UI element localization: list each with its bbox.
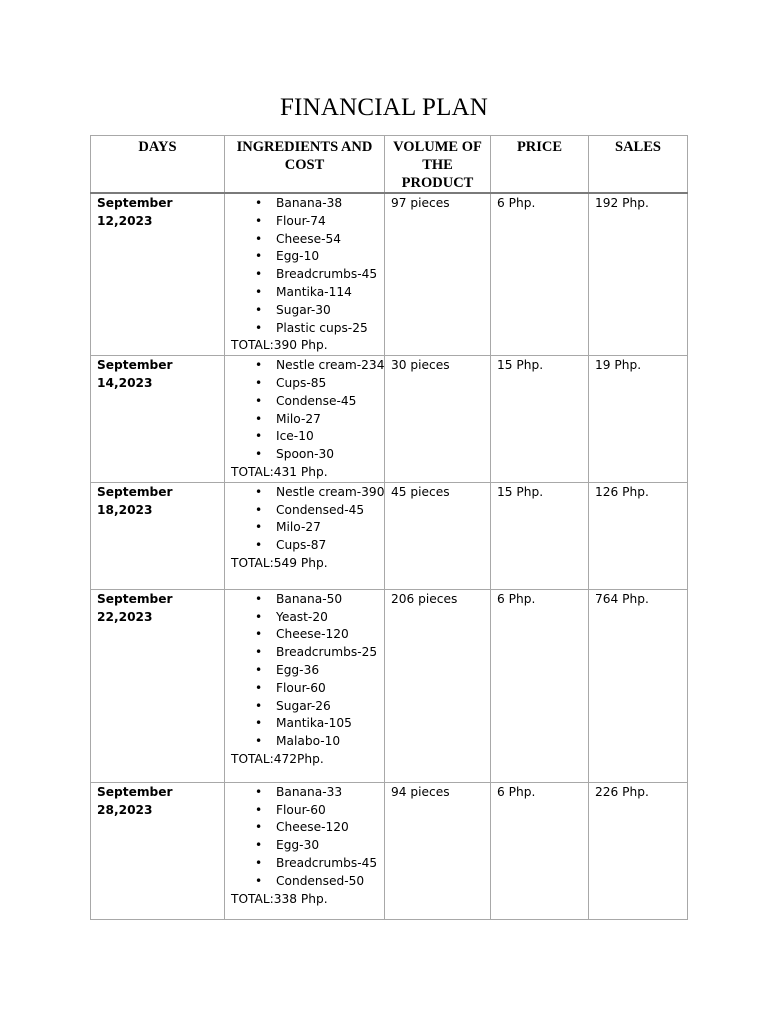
list-item: [231, 626, 378, 644]
list-item: [231, 393, 378, 411]
ingredient-text: Nestle cream-390: [276, 484, 385, 499]
bullet-icon: •: [255, 267, 263, 282]
ingredient-text: Cheese-120: [276, 627, 349, 642]
list-item: [231, 733, 378, 751]
header-volume: VOLUME OF THE PRODUCT: [385, 136, 491, 194]
list-item: [231, 302, 378, 320]
bullet-icon: •: [255, 284, 263, 299]
list-item: [231, 873, 378, 891]
ingredient-text: Ice-10: [276, 429, 314, 444]
bullet-icon: •: [255, 393, 263, 408]
sales-cell: 19 Php.: [589, 356, 688, 483]
ingredient-text: Cups-85: [276, 375, 327, 390]
list-item: [231, 357, 385, 375]
price-cell: 6 Php.: [491, 782, 589, 919]
bullet-icon: •: [255, 662, 263, 677]
list-item: [231, 484, 385, 502]
list-item: [231, 784, 378, 802]
list-item: [231, 446, 378, 464]
header-sales: SALES: [589, 136, 688, 194]
bullet-icon: •: [255, 249, 263, 264]
ingredient-text: Sugar-26: [276, 698, 331, 713]
ingredient-text: Banana-33: [276, 784, 343, 799]
ingredient-text: Mantika-105: [276, 716, 352, 731]
bullet-icon: •: [255, 698, 263, 713]
total-cost: TOTAL:549 Php.: [231, 555, 328, 570]
list-item: [231, 591, 378, 609]
list-item: [231, 662, 378, 680]
bullet-icon: •: [255, 213, 263, 228]
list-item: [231, 802, 378, 820]
bullet-icon: •: [255, 320, 263, 335]
list-item: [231, 644, 378, 662]
bullet-icon: •: [255, 484, 263, 499]
bullet-icon: •: [255, 609, 263, 624]
list-item: [231, 320, 378, 338]
header-price: PRICE: [491, 136, 589, 194]
ingredient-text: Egg-36: [276, 662, 320, 677]
ingredient-text: Condensed-50: [276, 873, 365, 888]
price-cell: 15 Php.: [491, 356, 589, 483]
ingredient-text: Milo-27: [276, 411, 321, 426]
list-item: [231, 837, 378, 855]
bullet-icon: •: [255, 375, 263, 390]
price-cell: 6 Php.: [491, 193, 589, 356]
sales-cell: 192 Php.: [589, 193, 688, 356]
bullet-icon: •: [255, 873, 263, 888]
list-item: [231, 698, 378, 716]
ingredient-list: [231, 357, 385, 464]
ingredient-text: Cups-87: [276, 538, 327, 553]
list-item: [231, 609, 378, 627]
ingredients-cell: [225, 482, 385, 589]
total-cost: TOTAL:338 Php.: [231, 891, 328, 906]
ingredient-list: [231, 195, 378, 337]
bullet-icon: •: [255, 734, 263, 749]
volume-cell: 45 pieces: [385, 482, 491, 589]
ingredients-cell: [225, 589, 385, 782]
bullet-icon: •: [255, 591, 263, 606]
page-title: FINANCIAL PLAN: [279, 94, 489, 121]
bullet-icon: •: [255, 447, 263, 462]
day-cell: September 14,2023: [91, 356, 225, 483]
list-item: [231, 411, 378, 429]
table-row: [91, 782, 688, 919]
financial-plan-table: [90, 135, 688, 920]
bullet-icon: •: [255, 196, 263, 210]
ingredient-text: Cheese-54: [276, 231, 341, 246]
bullet-icon: •: [255, 411, 263, 426]
ingredient-text: Egg-30: [276, 838, 320, 853]
header-row: [91, 136, 688, 194]
ingredient-text: Condensed-45: [276, 502, 365, 517]
volume-cell: 206 pieces: [385, 589, 491, 782]
table-row: [91, 356, 688, 483]
total-cost: TOTAL:390 Php.: [231, 338, 328, 353]
bullet-icon: •: [255, 429, 263, 444]
bullet-icon: •: [255, 855, 263, 870]
sales-cell: 226 Php.: [589, 782, 688, 919]
volume-cell: 30 pieces: [385, 356, 491, 483]
ingredient-text: Breadcrumbs-45: [276, 855, 378, 870]
table-row: [91, 589, 688, 782]
ingredient-text: Spoon-30: [276, 447, 335, 462]
ingredient-text: Condense-45: [276, 393, 357, 408]
ingredient-text: Breadcrumbs-45: [276, 267, 378, 282]
header-days: DAYS: [91, 136, 225, 194]
ingredient-text: Malabo-10: [276, 734, 341, 749]
bullet-icon: •: [255, 302, 263, 317]
bullet-icon: •: [255, 716, 263, 731]
ingredient-text: Banana-38: [276, 196, 343, 210]
total-cost: TOTAL:472Php.: [231, 751, 324, 766]
bullet-icon: •: [255, 802, 263, 817]
ingredient-text: Egg-10: [276, 249, 320, 264]
ingredient-text: Cheese-120: [276, 820, 349, 835]
ingredients-cell: [225, 193, 385, 356]
bullet-icon: •: [255, 820, 263, 835]
ingredient-text: Sugar-30: [276, 302, 331, 317]
bullet-icon: •: [255, 538, 263, 553]
price-cell: 15 Php.: [491, 482, 589, 589]
ingredient-text: Mantika-114: [276, 284, 352, 299]
ingredient-text: Milo-27: [276, 520, 321, 535]
bullet-icon: •: [255, 502, 263, 517]
list-item: [231, 502, 378, 520]
table-body: [91, 193, 688, 919]
ingredient-text: Breadcrumbs-25: [276, 645, 378, 660]
list-item: [231, 537, 378, 555]
volume-cell: 97 pieces: [385, 193, 491, 356]
day-cell: September 28,2023: [91, 782, 225, 919]
ingredient-list: [231, 784, 378, 891]
ingredient-text: Banana-50: [276, 591, 343, 606]
bullet-icon: •: [255, 645, 263, 660]
list-item: [231, 266, 378, 284]
day-cell: September 12,2023: [91, 193, 225, 356]
bullet-icon: •: [255, 680, 263, 695]
ingredient-text: Flour-74: [276, 213, 326, 228]
ingredient-list: [231, 484, 385, 555]
list-item: [231, 231, 378, 249]
list-item: [231, 519, 378, 537]
list-item: [231, 855, 378, 873]
volume-cell: 94 pieces: [385, 782, 491, 919]
bullet-icon: •: [255, 627, 263, 642]
bullet-icon: •: [255, 358, 263, 373]
table-row: [91, 482, 688, 589]
list-item: [231, 195, 378, 213]
list-item: [231, 819, 378, 837]
table-row: [91, 193, 688, 356]
list-item: [231, 248, 378, 266]
bullet-icon: •: [255, 520, 263, 535]
bullet-icon: •: [255, 231, 263, 246]
bullet-icon: •: [255, 838, 263, 853]
list-item: [231, 428, 378, 446]
day-cell: September 22,2023: [91, 589, 225, 782]
sales-cell: 126 Php.: [589, 482, 688, 589]
ingredients-cell: [225, 782, 385, 919]
list-item: [231, 213, 378, 231]
list-item: [231, 375, 378, 393]
total-cost: TOTAL:431 Php.: [231, 464, 328, 479]
ingredient-text: Yeast-20: [276, 609, 328, 624]
list-item: [231, 715, 378, 733]
day-cell: September 18,2023: [91, 482, 225, 589]
price-cell: 6 Php.: [491, 589, 589, 782]
ingredient-text: Flour-60: [276, 680, 326, 695]
ingredient-text: Flour-60: [276, 802, 326, 817]
bullet-icon: •: [255, 784, 263, 799]
header-ingredients: INGREDIENTS AND COST: [225, 136, 385, 194]
list-item: [231, 284, 378, 302]
sales-cell: 764 Php.: [589, 589, 688, 782]
list-item: [231, 680, 378, 698]
ingredient-text: Plastic cups-25: [276, 320, 368, 335]
ingredients-cell: [225, 356, 385, 483]
ingredient-text: Nestle cream-234: [276, 358, 385, 373]
ingredient-list: [231, 591, 378, 751]
